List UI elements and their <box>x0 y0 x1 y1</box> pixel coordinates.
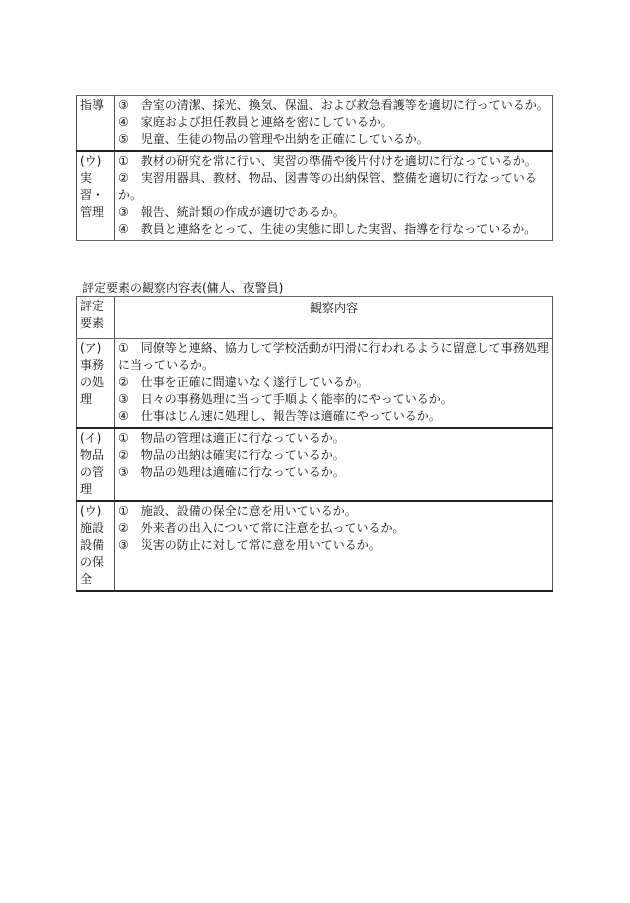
row-label: (ア) 事務 の処 理 <box>77 339 115 429</box>
evaluation-table-staff <box>76 296 553 592</box>
table-row <box>77 428 553 501</box>
row-label: 指導 <box>77 96 115 152</box>
list-item: ④ 仕事はじん速に処理し、報告等は適確にやっているか。 <box>118 409 441 423</box>
list-item: ② 物品の出納は確実に行なっているか。 <box>118 448 345 462</box>
list-item: ① 教材の研究を常に行い、実習の準備や後片付けを適切に行なっているか。 <box>118 154 537 168</box>
table-caption: 評定要素の観察内容表(傭人、夜警員) <box>82 281 284 295</box>
row-content <box>115 96 553 152</box>
list-item: ① 物品の管理は適正に行なっているか。 <box>118 431 345 445</box>
table-row <box>77 339 553 429</box>
list-item: ① 施設、設備の保全に意を用いているか。 <box>118 504 357 518</box>
list-item: ③ 報告、統計類の作成が適切であるか。 <box>118 205 345 219</box>
row-content <box>115 428 553 501</box>
list-item: ③ 日々の事務処理に当って手順よく能率的にやっているか。 <box>118 392 453 406</box>
table-row <box>77 501 553 591</box>
table-header-row <box>77 297 553 339</box>
header-label: 評定 要素 <box>77 297 115 339</box>
list-item: ③ 物品の処理は適確に行なっているか。 <box>118 465 345 479</box>
row-label: (イ) 物品 の管 理 <box>77 428 115 501</box>
list-item: ① 同僚等と連絡、協力して学校活動が円滑に行われるように留意して事務処理に当っているか。 <box>118 341 549 372</box>
header-content: 観察内容 <box>115 297 553 339</box>
row-content <box>115 501 553 591</box>
table-row <box>77 96 553 152</box>
list-item: ④ 家庭および担任教員と連絡を密にしているか。 <box>118 115 393 129</box>
row-content <box>115 339 553 429</box>
list-item: ⑤ 児童、生徒の物品の管理や出納を正確にしているか。 <box>118 132 429 146</box>
list-item: ③ 舎室の清潔、採光、換気、保温、および救急看護等を適切に行っているか。 <box>118 98 549 112</box>
evaluation-table-teachers <box>76 95 553 241</box>
row-content <box>115 151 553 241</box>
row-label: (ウ) 施設 設備 の保 全 <box>77 501 115 591</box>
table-row <box>77 151 553 241</box>
row-label: (ウ) 実 習・ 管理 <box>77 151 115 241</box>
list-item: ③ 災害の防止に対して常に意を用いているか。 <box>118 538 381 552</box>
list-item: ② 外来者の出入について常に注意を払っているか。 <box>118 521 405 535</box>
list-item: ④ 教員と連絡をとって、生徒の実態に即した実習、指導を行なっているか。 <box>118 222 537 236</box>
list-item: ② 仕事を正確に間違いなく遂行しているか。 <box>118 375 369 389</box>
list-item: ② 実習用器具、教材、物品、図書等の出納保管、整備を適切に行なっているか。 <box>118 171 537 202</box>
